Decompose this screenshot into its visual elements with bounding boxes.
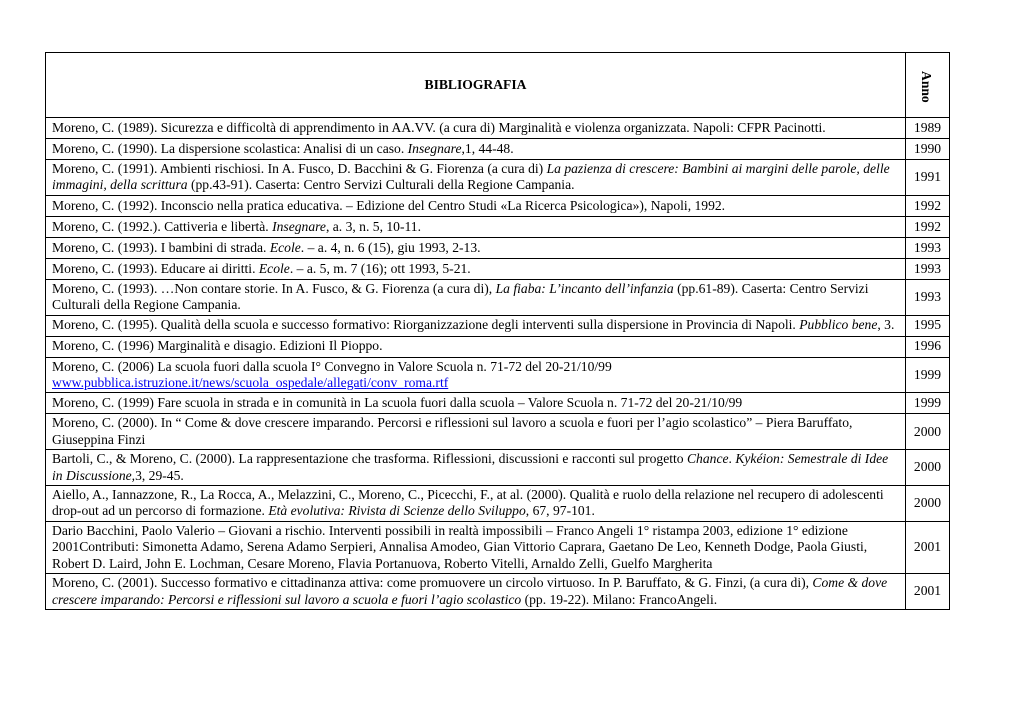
reference-text: Moreno, C. (2001). Successo formativo e cittadinanza attiva: come promuovere un circolo virtuoso. In P. Baruffato, & G. Finzi, (a cura di), bbox=[52, 575, 813, 591]
reference-text: , 3. bbox=[877, 317, 895, 333]
reference-year: 1996 bbox=[906, 336, 950, 357]
reference-text: (pp.61-89). Caserta: Centro Servizi Culturali della Regione Campania. bbox=[52, 280, 869, 313]
reference-text: Moreno, C. (1993). …Non contare storie. In A. Fusco, & G. Fiorenza (a cura di), bbox=[52, 280, 496, 296]
table-row bbox=[46, 414, 950, 450]
reference-entry bbox=[46, 195, 906, 216]
reference-year: 1999 bbox=[906, 393, 950, 414]
table-row bbox=[46, 521, 950, 573]
table-row bbox=[46, 237, 950, 258]
reference-italic-text: La fiaba: L’incanto dell’infanzia bbox=[495, 280, 674, 296]
reference-year: 2000 bbox=[906, 414, 950, 450]
table-row bbox=[46, 118, 950, 139]
reference-italic-text: Età evolutiva: Rivista di Scienze dello Sviluppo bbox=[268, 503, 526, 519]
reference-text: ,1, 44-48. bbox=[461, 140, 514, 156]
reference-year: 2001 bbox=[906, 574, 950, 610]
reference-text: Moreno, C. (1991). Ambienti rischiosi. In A. Fusco, D. Bacchini & G. Fiorenza (a cura di) bbox=[52, 161, 547, 176]
reference-link[interactable]: www.pubblica.istruzione.it/news/scuola_ospedale/allegati/conv_roma.rtf bbox=[52, 375, 449, 391]
reference-entry bbox=[46, 521, 906, 573]
reference-entry bbox=[46, 139, 906, 160]
reference-entry bbox=[46, 336, 906, 357]
reference-entry bbox=[46, 574, 906, 610]
reference-year: 1992 bbox=[906, 216, 950, 237]
table-header-row bbox=[46, 53, 950, 118]
reference-text: 3, 29-45. bbox=[135, 467, 184, 483]
table-row bbox=[46, 315, 950, 336]
bibliography-rows bbox=[46, 118, 950, 610]
table-row bbox=[46, 279, 950, 315]
reference-year: 2000 bbox=[906, 450, 950, 486]
reference-year: 1989 bbox=[906, 118, 950, 139]
table-row bbox=[46, 160, 950, 196]
reference-year: 1991 bbox=[906, 160, 950, 196]
year-column-label: Anno bbox=[919, 71, 934, 103]
reference-italic-text: Chance bbox=[686, 451, 729, 467]
reference-text: , a. 3, n. 5, 10-11. bbox=[325, 218, 421, 234]
reference-entry bbox=[46, 279, 906, 315]
reference-text: Moreno, C. (1990). La dispersione scolastica: Analisi di un caso. bbox=[52, 140, 408, 156]
reference-entry bbox=[46, 315, 906, 336]
reference-text: Bartoli, C., & Moreno, C. (2000). La rappresentazione che trasforma. Riflessioni, discussioni e racconti sul progetto bbox=[52, 451, 687, 467]
reference-entry bbox=[46, 393, 906, 414]
table-row bbox=[46, 139, 950, 160]
table-row bbox=[46, 574, 950, 610]
reference-italic-text: La pazienza di crescere: Bambini ai margini delle parole, delle immagini, della scrittura bbox=[52, 161, 890, 193]
reference-italic-text: Come & dove crescere imparando: Percorsi e riflessioni sul lavoro a scuola e fuori l’agio scolastico bbox=[52, 575, 888, 607]
reference-year: 1995 bbox=[906, 315, 950, 336]
reference-text: . – a. 5, m. 7 (16); ott 1993, 5-21. bbox=[289, 260, 471, 276]
reference-entry bbox=[46, 357, 906, 393]
reference-year: 1993 bbox=[906, 279, 950, 315]
reference-text: . – a. 4, n. 6 (15), giu 1993, 2-13. bbox=[300, 239, 481, 255]
reference-entry bbox=[46, 258, 906, 279]
reference-text: Moreno, C. (2000). In “ Come & dove crescere imparando. Percorsi e riflessioni sul lavoro a scuola e fuori per l’agio scolastico” – Piera Baruffato, Giuseppina Finzi bbox=[52, 415, 853, 447]
reference-italic-text: Ecole bbox=[269, 239, 301, 255]
reference-entry bbox=[46, 450, 906, 486]
reference-text: Moreno, C. (1993). I bambini di strada. bbox=[52, 239, 270, 255]
reference-italic-text: Insegnare bbox=[272, 218, 326, 234]
reference-year: 1999 bbox=[906, 357, 950, 393]
table-row bbox=[46, 258, 950, 279]
reference-entry bbox=[46, 118, 906, 139]
reference-text: Moreno, C. (1989). Sicurezza e difficoltà di apprendimento in AA.VV. (a cura di) Marginalità e violenza organizzata. Napoli: CFPR Pacinotti. bbox=[52, 119, 826, 135]
reference-entry bbox=[46, 414, 906, 450]
reference-text: (pp.43-91). Caserta: Centro Servizi Culturali della Regione Campania. bbox=[187, 177, 575, 193]
reference-italic-text: Insegnare bbox=[407, 140, 462, 156]
reference-entry bbox=[46, 160, 906, 196]
reference-text: Moreno, C. (2006) La scuola fuori dalla scuola I° Convegno in Valore Scuola n. 71-72 del 20-21/10/99 bbox=[52, 358, 612, 374]
reference-entry bbox=[46, 237, 906, 258]
reference-entry bbox=[46, 216, 906, 237]
reference-italic-text: Kykéion: Semestrale di Idee in Discussione, bbox=[52, 451, 889, 483]
reference-text: . bbox=[728, 451, 736, 467]
reference-text: Moreno, C. (1992.). Cattiveria e libertà. bbox=[52, 218, 273, 234]
reference-year: 1993 bbox=[906, 237, 950, 258]
reference-text: Dario Bacchini, Paolo Valerio – Giovani a rischio. Interventi possibili in realtà impossibili – Franco Angeli 1° ristampa 2003, edizione 1° edizione 2001Contributi: Simonetta Adamo, Serena Adamo Serpieri, Annalisa Amodeo, Gian Vittorio Caprara, Gaetano De Leo, Kenneth Dodge, Paola Giusti, Robert D. Laird, John E. Lochman, Cesare Moreno, Flavia Portanuova, Roberto Vitelli, Arnaldo Zelli, Guelfo Margherita bbox=[52, 522, 868, 571]
reference-italic-text: Ecole bbox=[258, 260, 290, 276]
reference-year: 1990 bbox=[906, 139, 950, 160]
table-row bbox=[46, 216, 950, 237]
table-row bbox=[46, 486, 950, 522]
reference-text: Moreno, C. (1992). Inconscio nella pratica educativa. – Edizione del Centro Studi «La Ricerca Psicologica»), Napoli, 1992. bbox=[52, 197, 726, 213]
table-row bbox=[46, 336, 950, 357]
reference-italic-text: Pubblico bene bbox=[799, 317, 878, 333]
reference-entry bbox=[46, 486, 906, 522]
table-row bbox=[46, 357, 950, 393]
reference-text: Aiello, A., Iannazzone, R., La Rocca, A., Melazzini, C., Moreno, C., Picecchi, F., at al. (2000). Qualità e ruolo della relazione nel recupero di adolescenti drop-out ad un percorso di formazione. bbox=[52, 487, 884, 519]
reference-text: Moreno, C. (1996) Marginalità e disagio. Edizioni Il Pioppo. bbox=[52, 338, 383, 354]
bibliography-title: BIBLIOGRAFIA bbox=[46, 53, 906, 118]
table-row bbox=[46, 450, 950, 486]
year-column-header bbox=[906, 53, 950, 118]
reference-year: 1993 bbox=[906, 258, 950, 279]
reference-text: (pp. 19-22). Milano: FrancoAngeli. bbox=[521, 591, 718, 607]
reference-year: 2001 bbox=[906, 521, 950, 573]
bibliography-table bbox=[45, 52, 950, 610]
reference-text: , 67, 97-101. bbox=[525, 503, 595, 519]
reference-year: 1992 bbox=[906, 195, 950, 216]
reference-text: Moreno, C. (1999) Fare scuola in strada e in comunità in La scuola fuori dalla scuola – Valore Scuola n. 71-72 del 20-21/10/99 bbox=[52, 395, 743, 411]
document-page bbox=[45, 52, 949, 610]
reference-text: Moreno, C. (1995). Qualità della scuola e successo formativo: Riorganizzazione degli interventi sulla dispersione in Provincia di Napoli. bbox=[52, 317, 800, 333]
reference-text: Moreno, C. (1993). Educare ai diritti. bbox=[52, 260, 259, 276]
reference-year: 2000 bbox=[906, 486, 950, 522]
table-row bbox=[46, 393, 950, 414]
table-row bbox=[46, 195, 950, 216]
